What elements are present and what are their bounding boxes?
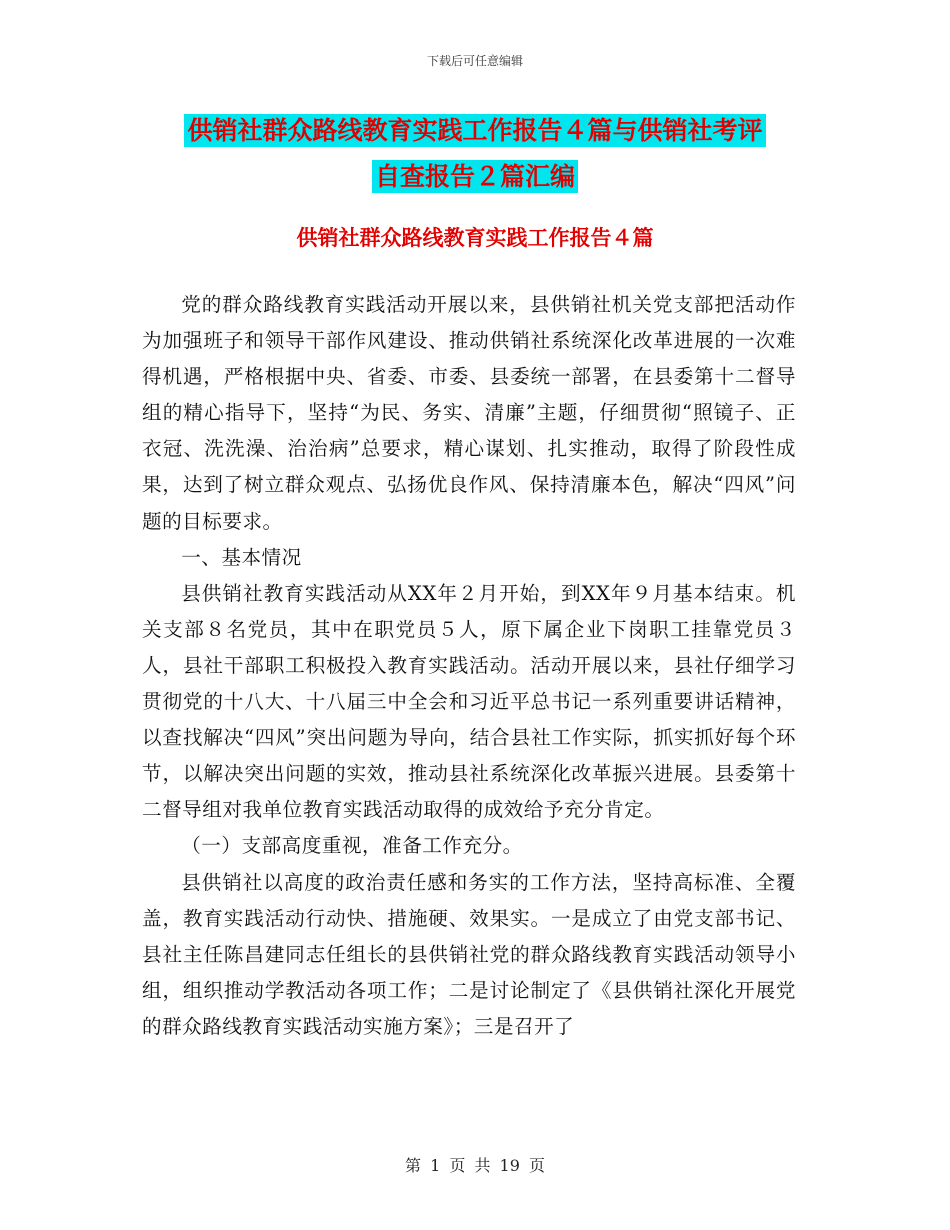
document-title	[0, 108, 950, 200]
section-heading: 一、基本情况	[181, 545, 302, 569]
document-title-line-1: 供销社群众路线教育实践工作报告４篇与供销社考评	[184, 114, 765, 147]
document-body	[142, 287, 796, 1045]
subsection-heading: （一）支部高度重视，准备工作充分。	[181, 834, 523, 858]
paragraph: 县供销社以高度的政治责任感和务实的工作方法，坚持高标准、全覆盖，教育实践活动行动快、措施硬、效果实。一是成立了由党支部书记、县社主任陈昌建同志任组长的县供销社党的群众路线教育实践活动领导小组，组织推动学教活动各项工作；二是讨论制定了《县供销社深化开展党的群众路线教育实践活动实施方案》；三是召开了	[142, 870, 796, 1038]
document-title-line-2: 自查报告２篇汇编	[372, 160, 578, 193]
section-title: 供销社群众路线教育实践工作报告４篇	[296, 226, 654, 250]
page-header: 下载后可任意编辑	[426, 54, 523, 68]
paragraph: 党的群众路线教育实践活动开展以来，县供销社机关党支部把活动作为加强班子和领导干部作风建设、推动供销社系统深化改革进展的一次难得机遇，严格根据中央、省委、市委、县委统一部署，在县委第十二督导组的精心指导下，坚持“为民、务实、清廉”主题，仔细贯彻“照镜子、正衣冠、洗洗澡、治治病”总要求，精心谋划、扎实推动，取得了阶段性成果，达到了树立群众观点、弘扬优良作风、保持清廉本色，解决“四风”问题的目标要求。	[142, 293, 796, 533]
paragraph: 县供销社教育实践活动从XX年２月开始，到XX年９月基本结束。机关支部８名党员，其中在职党员５人，原下属企业下岗职工挂靠党员３人，县社干部职工积极投入教育实践活动。活动开展以来，县社仔细学习贯彻党的十八大、十八届三中全会和习近平总书记一系列重要讲话精神，以查找解决“四风”突出问题为导向，结合县社工作实际，抓实抓好每个环节，以解决突出问题的实效，推动县社系统深化改革振兴进展。县委第十二督导组对我单位教育实践活动取得的成效给予充分肯定。	[142, 581, 796, 822]
page-footer: 第 1 页 共 19 页	[405, 1156, 545, 1175]
